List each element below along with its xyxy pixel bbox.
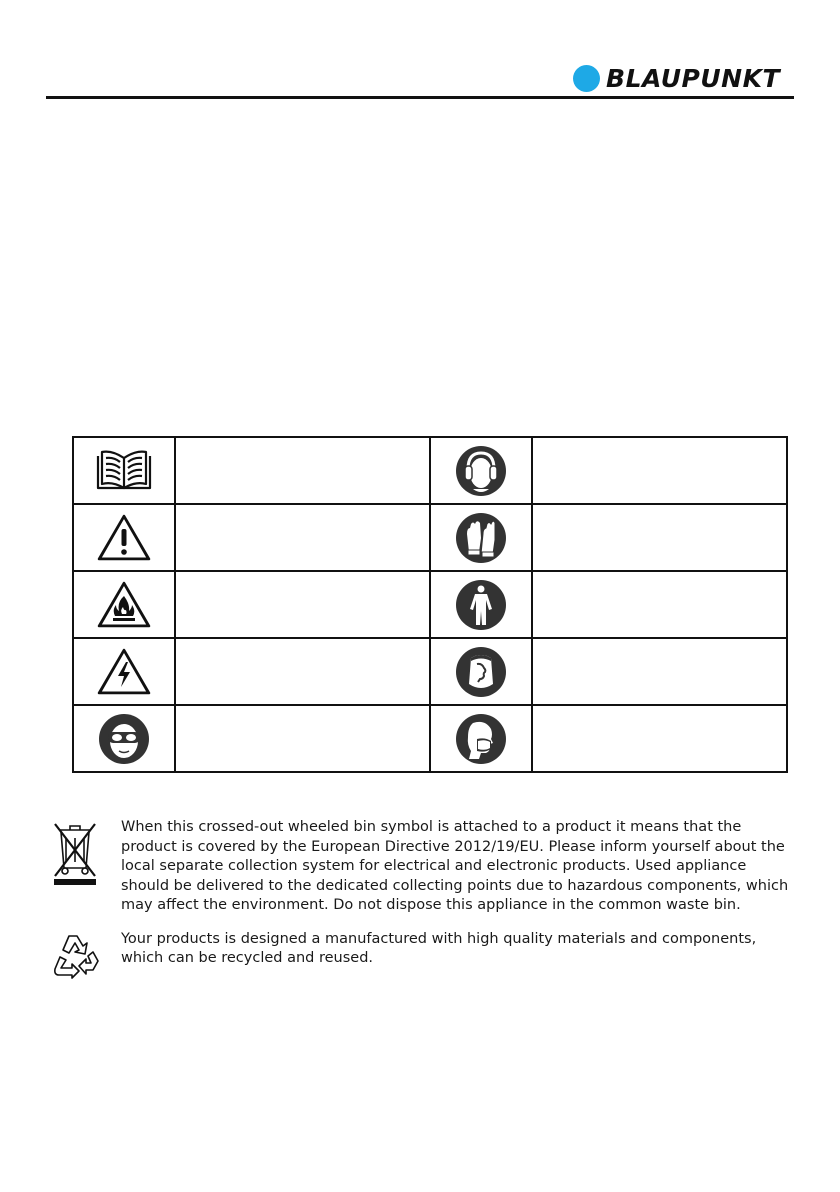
read-manual-icon: [73, 437, 175, 504]
symbol-row: [73, 437, 787, 504]
symbol-label: [532, 571, 787, 638]
symbol-label: [532, 638, 787, 705]
symbol-label: [175, 504, 430, 571]
safety-symbols-table: [72, 436, 788, 773]
protective-gloves-icon: [430, 504, 532, 571]
symbol-label: [175, 571, 430, 638]
flammable-warning-icon: [73, 571, 175, 638]
protective-clothing-icon: [430, 571, 532, 638]
symbol-row: [73, 705, 787, 772]
face-shield-icon: [430, 638, 532, 705]
symbol-label: [532, 437, 787, 504]
ear-protection-icon: [430, 437, 532, 504]
symbol-label: [175, 705, 430, 772]
recycle-icon: [50, 930, 104, 986]
symbol-label: [532, 705, 787, 772]
recycle-notice-text: Your products is designed a manufactured with high quality materials and components, which can be recycled and reused.: [121, 930, 757, 966]
header-rule: [46, 96, 794, 99]
disposal-notices: [50, 818, 790, 969]
safety-goggles-icon: [73, 705, 175, 772]
electric-shock-warning-icon: [73, 638, 175, 705]
general-warning-icon: [73, 504, 175, 571]
brand-dot-icon: [573, 65, 600, 92]
symbol-label: [532, 504, 787, 571]
crossed-out-wheeled-bin-icon: [50, 818, 100, 890]
symbol-label: [175, 437, 430, 504]
symbol-row: [73, 638, 787, 705]
brand-name: BLAUPUNKT: [606, 64, 780, 93]
symbol-row: [73, 571, 787, 638]
page-header: [46, 60, 794, 100]
symbol-row: [73, 504, 787, 571]
brand-logo: [573, 65, 780, 92]
recycle-notice: [50, 930, 790, 969]
weee-notice-text: When this crossed-out wheeled bin symbol is attached to a product it means that the product is covered by the European Directive 2012/19/EU. Please inform yourself about the local separate collection system for electrical and electronic products. Used appliance should be delivered to the dedicated collecting points due to hazardous components, which may affect the environment. Do not dispose this appliance in the common waste bin.: [121, 819, 789, 913]
symbol-label: [175, 638, 430, 705]
dust-mask-icon: [430, 705, 532, 772]
weee-notice: [50, 818, 790, 916]
